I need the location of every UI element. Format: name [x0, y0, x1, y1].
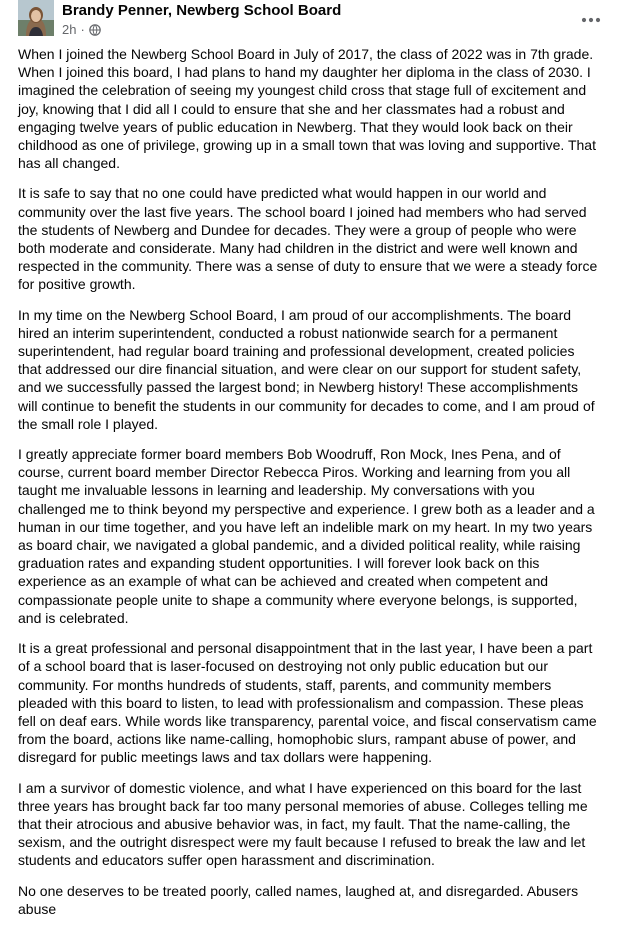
- globe-icon: [89, 24, 101, 36]
- meta-separator: ·: [80, 22, 85, 37]
- more-options-icon[interactable]: [577, 6, 605, 34]
- post-paragraph: It is safe to say that no one could have predicted what would happen in our world and community over the last five years. The school board I joined had members who had served the students of Newberg and Dundee for decades. They were a group of people who were both moderate and considerate. Many had children in the district and were well known and respected in the community. There was a sense of duty to ensure that we were a steady force for positive growth.: [18, 185, 598, 293]
- post-paragraph: No one deserves to be treated poorly, called names, laughed at, and disregarded. Abusers abuse: [18, 882, 579, 917]
- post-timestamp[interactable]: 2h: [62, 22, 77, 37]
- post-paragraph: It is a great professional and personal disappointment that in the last year, I have been a part of a school board that is laser-focused on destroying not only public education but our community. For months hundreds of students, staff, parents, and community members pleaded with this board to listen, to lead with professionalism and compassion. These pleas fell on deaf ears. While words like transparency, parental voice, and fiscal conservatism came from the board, actions like name-calling, homophobic slurs, rampant abuse of power, and disregard for public meetings laws and tax dollars were happening.: [18, 640, 597, 766]
- post-paragraph: I am a survivor of domestic violence, and what I have experienced on this board for the last three years has brought back far too many personal memories of abuse. Colleges telling me that their atrocious and abusive behavior was, in fact, my fault. That the name-calling, the sexism, and the outright disrespect were my fault because I refused to break the law and let students and educators suffer open harassment and discrimination.: [18, 779, 588, 869]
- post-header: [0, 0, 627, 42]
- post-paragraph: I greatly appreciate former board members Bob Woodruff, Ron Mock, Ines Pena, and of course, current board member Director Rebecca Piros. Working and learning from you all taught me invaluable lessons in learning and leadership. My conversations with you challenged me to think beyond my perspective and experience. I grew both as a leader and a human in our time together, and you have left an indelible mark on my heart. In my two years as board chair, we navigated a global pandemic, and a divided political reality, while raising graduation rates and expanding student opportunities. I will forever look back on this experience as an example of what can be achieved and created when competent and compassionate people unite to shape a community where everyone belongs, is supported, and is celebrated.: [18, 446, 595, 626]
- post-paragraph: In my time on the Newberg School Board, I am proud of our accomplishments. The board hired an interim superintendent, conducted a robust nationwide search for a permanent superintendent, had regular board training and professional development, created policies that addressed our dire financial situation, and were clear on our support for student safety, and we successfully passed the largest bond; in Newberg history! These accomplishments will continue to benefit the students in our community for decades to come, and I am proud of the small role I played.: [18, 306, 595, 432]
- post-meta: [62, 22, 101, 37]
- post-body: [18, 45, 600, 930]
- avatar-photo: [18, 0, 54, 36]
- post-paragraph: When I joined the Newberg School Board in July of 2017, the class of 2022 was in 7th grade. When I joined this board, I had plans to hand my daughter her diploma in the class of 2030. I imagined the celebration of seeing my youngest child cross that stage full of excitement and joy, knowing that I did all I could to ensure that she and her classmates had a robust and engaging twelve years of public education in Newberg. That they would look back on their childhood as one of privilege, growing up in a small town that was loving and supportive. That has all changed.: [18, 46, 596, 172]
- author-avatar[interactable]: [18, 0, 54, 36]
- author-name[interactable]: Brandy Penner, Newberg School Board: [62, 2, 342, 19]
